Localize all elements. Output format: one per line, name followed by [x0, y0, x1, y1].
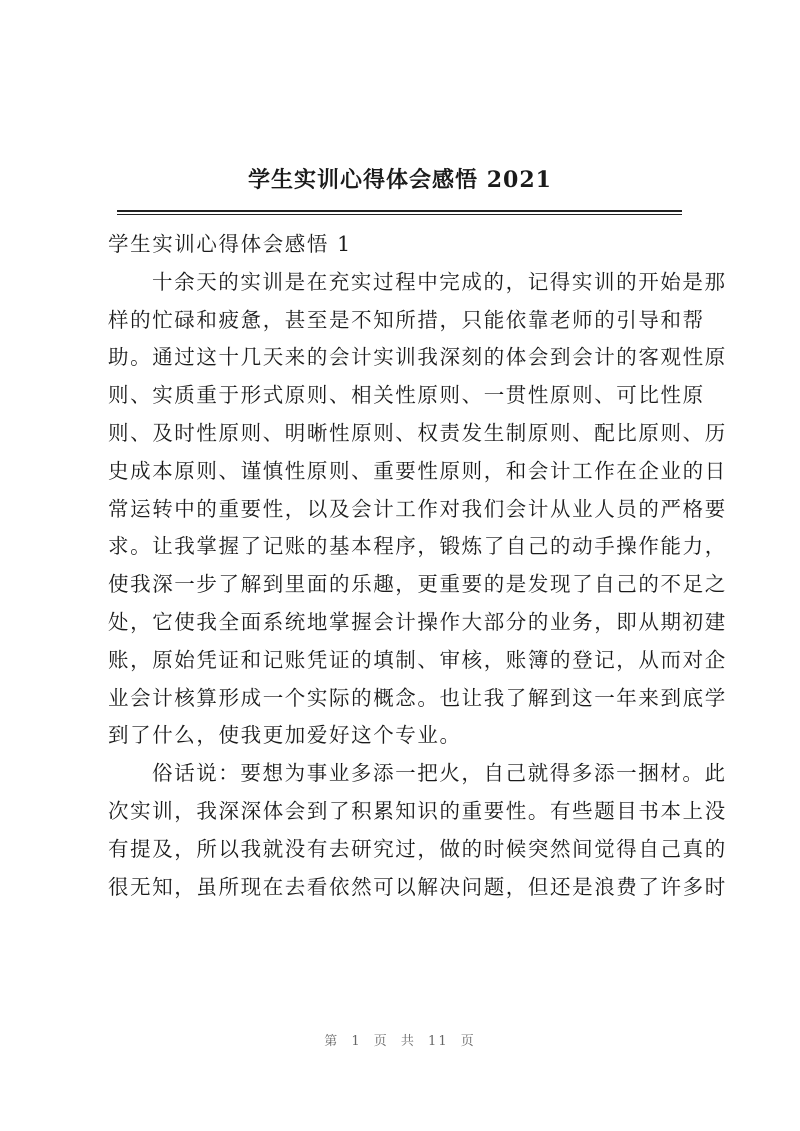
title-rule-thin: [117, 214, 682, 215]
text-line: 则、实质重于形式原则、相关性原则、一贯性原则、可比性原: [108, 383, 705, 408]
text-line: 常运转中的重要性，以及会计工作对我们会计从业人员的严格要: [108, 496, 727, 521]
text-line: 则、及时性原则、明晰性原则、权责发生制原则、配比原则、历: [108, 420, 727, 445]
text-line: 很无知，虽所现在去看依然可以解决问题，但还是浪费了许多时: [108, 874, 727, 899]
paragraph-2: [108, 755, 727, 906]
text-line: 业会计核算形成一个实际的概念。也让我了解到这一年来到底学: [108, 685, 727, 710]
text-line: 使我深一步了解到里面的乐趣，更重要的是发现了自己的不足之: [108, 572, 727, 597]
text-line: 次实训，我深深体会到了积累知识的重要性。有些题目书本上没: [108, 798, 727, 823]
text-line: 处，它使我全面系统地掌握会计操作大部分的业务，即从期初建: [108, 609, 727, 634]
text-line: 到了什么，使我更加爱好这个专业。: [108, 723, 462, 748]
text-line: 十余天的实训是在充实过程中完成的，记得实训的开始是那: [152, 269, 727, 294]
section-heading: 学生实训心得体会感悟 1: [108, 232, 352, 256]
text-line: 账，原始凭证和记账凭证的填制、审核，账簿的登记，从而对企: [108, 647, 727, 672]
paragraph-1: [108, 264, 727, 755]
document-title: 学生实训心得体会感悟 2021: [248, 167, 552, 193]
document-body: [108, 226, 727, 906]
text-line: 助。通过这十几天来的会计实训我深刻的体会到会计的客观性原: [108, 345, 727, 370]
text-line: 史成本原则、谨慎性原则、重要性原则，和会计工作在企业的日: [108, 458, 727, 483]
text-line: 有提及，所以我就没有去研究过，做的时候突然间觉得自己真的: [108, 836, 727, 861]
page-footer: 第 1 页 共 11 页: [324, 1034, 476, 1049]
text-line: 样的忙碌和疲惫，甚至是不知所措，只能依靠老师的引导和帮: [108, 307, 705, 332]
text-line: 求。让我掌握了记账的基本程序，锻炼了自己的动手操作能力，: [108, 534, 727, 559]
text-line: 俗话说：要想为事业多添一把火，自己就得多添一捆材。此: [152, 761, 727, 786]
title-rule: [117, 210, 682, 212]
